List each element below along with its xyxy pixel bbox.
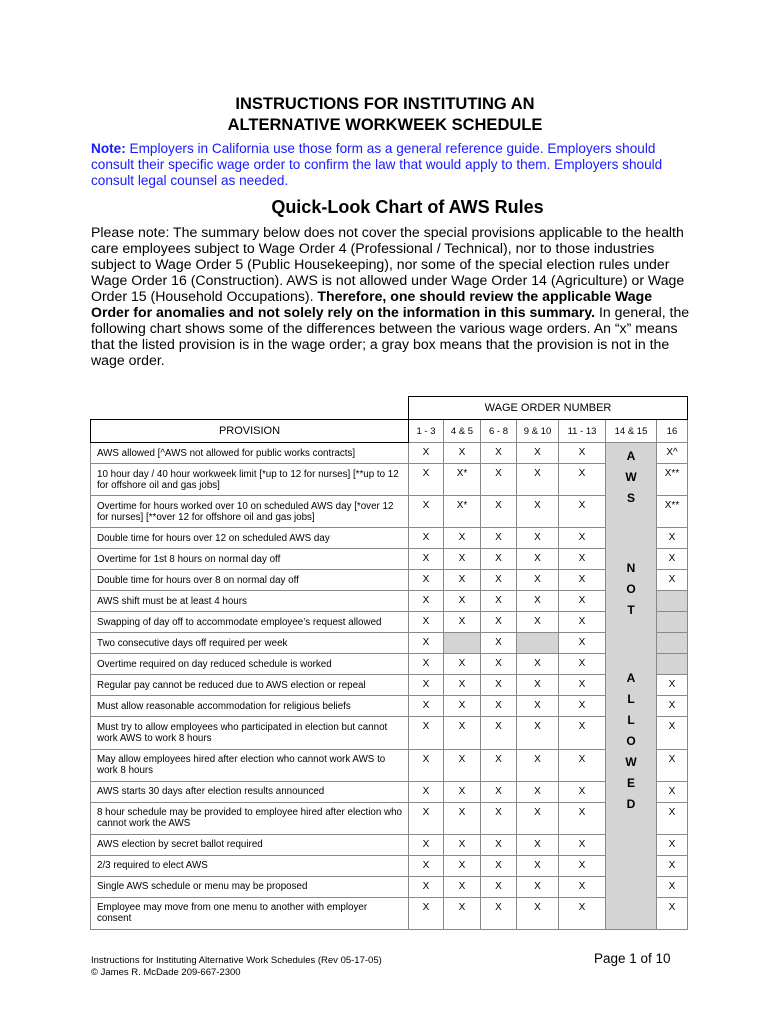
value-cell: X (657, 675, 688, 696)
value-cell: X (481, 570, 517, 591)
value-cell: X (517, 834, 559, 855)
provision-cell: 8 hour schedule may be provided to employee hired after election who cannot work the AWS (91, 802, 409, 834)
document-title-line2: ALTERNATIVE WORKWEEK SCHEDULE (227, 116, 543, 134)
table-row (91, 570, 688, 591)
value-cell (657, 633, 688, 654)
table-row (91, 633, 688, 654)
value-cell: X (409, 612, 444, 633)
value-cell: X (517, 570, 559, 591)
value-cell (444, 633, 481, 654)
table-row (91, 781, 688, 802)
value-cell: X (559, 464, 606, 496)
not-allowed-letter: W (625, 470, 637, 484)
value-cell: X (409, 549, 444, 570)
value-cell: X (481, 781, 517, 802)
value-cell: X (481, 749, 517, 781)
provision-cell: Overtime for hours worked over 10 on scheduled AWS day [*over 12 for nurses] [**over 12 for offshore oil and gas jobs] (91, 496, 409, 528)
table-row (91, 675, 688, 696)
provision-cell: AWS election by secret ballot required (91, 834, 409, 855)
value-cell: X (559, 654, 606, 675)
table-row (91, 591, 688, 612)
not-allowed-letter: W (625, 755, 637, 769)
not-allowed-letter: D (626, 797, 636, 811)
provision-cell: Two consecutive days off required per week (91, 633, 409, 654)
value-cell: X (481, 612, 517, 633)
value-cell: X^ (657, 443, 688, 464)
provision-header: PROVISION (91, 420, 409, 443)
value-cell: X (559, 591, 606, 612)
note-label: Note: (91, 141, 126, 156)
value-cell: X (481, 633, 517, 654)
value-cell: X (517, 897, 559, 929)
not-allowed-letter: O (626, 582, 636, 596)
table-row (91, 496, 688, 528)
value-cell: X (517, 549, 559, 570)
value-cell: X (409, 749, 444, 781)
provision-cell: Overtime for 1st 8 hours on normal day off (91, 549, 409, 570)
value-cell: X (517, 464, 559, 496)
not-allowed-letter: A (626, 449, 636, 463)
value-cell: X (481, 496, 517, 528)
value-cell: X (444, 834, 481, 855)
value-cell: X (657, 528, 688, 549)
value-cell: X (409, 570, 444, 591)
value-cell: X (517, 675, 559, 696)
value-cell: X (559, 696, 606, 717)
value-cell: X (444, 549, 481, 570)
value-cell: X (481, 591, 517, 612)
footer-copyright: © James R. McDade 209-667-2300 (91, 967, 241, 978)
not-allowed-letter: L (627, 692, 635, 706)
provision-cell: 10 hour day / 40 hour workweek limit [*up to 12 for nurses] [**up to 12 for offshore oil and gas jobs] (91, 464, 409, 496)
provision-cell: Regular pay cannot be reduced due to AWS election or repeal (91, 675, 409, 696)
provision-cell: Swapping of day off to accommodate employee’s request allowed (91, 612, 409, 633)
value-cell: X (517, 855, 559, 876)
value-cell: X (559, 781, 606, 802)
value-cell: X (481, 876, 517, 897)
value-cell: X (409, 443, 444, 464)
table-row (91, 528, 688, 549)
provision-cell: Double time for hours over 12 on scheduled AWS day (91, 528, 409, 549)
value-cell: X (444, 654, 481, 675)
value-cell: X (559, 549, 606, 570)
value-cell: X (409, 834, 444, 855)
value-cell: X (481, 654, 517, 675)
value-cell: X (657, 897, 688, 929)
value-cell: X (481, 696, 517, 717)
provision-cell: Overtime required on day reduced schedule is worked (91, 654, 409, 675)
intro-text-2: In general, the following chart shows some of the differences between the various wage orders. An “x” means that the listed provision is in the wage order; a gray box means that the provision is not in the wage order. (91, 304, 690, 368)
value-cell: X (444, 443, 481, 464)
value-cell: X (657, 781, 688, 802)
value-cell: X (481, 528, 517, 549)
value-cell: X (559, 717, 606, 749)
value-cell: X (517, 612, 559, 633)
value-cell: X (559, 897, 606, 929)
not-allowed-letter: N (626, 561, 636, 575)
value-cell: X (517, 781, 559, 802)
column-header: 11 - 13 (559, 420, 606, 443)
value-cell: X (559, 749, 606, 781)
value-cell: X (409, 464, 444, 496)
not-allowed-letter: A (626, 671, 636, 685)
value-cell: X (409, 528, 444, 549)
value-cell: X (409, 654, 444, 675)
value-cell: X (444, 528, 481, 549)
value-cell: X (559, 802, 606, 834)
value-cell: X (409, 855, 444, 876)
value-cell: X (444, 802, 481, 834)
value-cell: X (481, 802, 517, 834)
provision-cell: Double time for hours over 8 on normal day off (91, 570, 409, 591)
value-cell: X (481, 549, 517, 570)
value-cell: X (409, 781, 444, 802)
value-cell: X (444, 897, 481, 929)
column-header: 6 - 8 (481, 420, 517, 443)
value-cell: X (444, 855, 481, 876)
value-cell: X (481, 834, 517, 855)
value-cell: X (657, 749, 688, 781)
not-allowed-letter: L (627, 713, 635, 727)
value-cell: X (657, 570, 688, 591)
value-cell (657, 612, 688, 633)
not-allowed-letter: T (627, 603, 635, 617)
provision-cell: 2/3 required to elect AWS (91, 855, 409, 876)
table-row (91, 464, 688, 496)
value-cell: X* (444, 464, 481, 496)
not-allowed-letter: O (626, 734, 636, 748)
chart-subtitle: Quick-Look Chart of AWS Rules (271, 197, 544, 217)
value-cell: X (409, 496, 444, 528)
value-cell: X (409, 802, 444, 834)
value-cell: X (444, 570, 481, 591)
value-cell: X (409, 633, 444, 654)
value-cell: X (517, 443, 559, 464)
table-row (91, 834, 688, 855)
provision-cell: Must allow reasonable accommodation for religious beliefs (91, 696, 409, 717)
table-row (91, 876, 688, 897)
value-cell: X (559, 570, 606, 591)
value-cell: X (481, 897, 517, 929)
value-cell: X (517, 654, 559, 675)
table-row (91, 855, 688, 876)
value-cell: X (657, 855, 688, 876)
intro-paragraph (91, 224, 691, 368)
value-cell: X (409, 876, 444, 897)
provision-cell: May allow employees hired after election who cannot work AWS to work 8 hours (91, 749, 409, 781)
value-cell: X (444, 717, 481, 749)
value-cell: X (481, 464, 517, 496)
value-cell: X (409, 897, 444, 929)
column-header: 1 - 3 (409, 420, 444, 443)
value-cell: X (657, 876, 688, 897)
value-cell: X (559, 443, 606, 464)
table-row (91, 897, 688, 929)
table-row (91, 749, 688, 781)
value-cell: X (657, 802, 688, 834)
table-row (91, 654, 688, 675)
value-cell: X (657, 696, 688, 717)
column-header: 14 & 15 (606, 420, 657, 443)
footer-line1: Instructions for Instituting Alternative Work Schedules (Rev 05-17-05) (91, 955, 382, 966)
value-cell: X (517, 496, 559, 528)
value-cell: X* (444, 496, 481, 528)
provision-cell: Single AWS schedule or menu may be proposed (91, 876, 409, 897)
table-row (91, 717, 688, 749)
value-cell: X** (657, 496, 688, 528)
value-cell: X (559, 633, 606, 654)
value-cell: X (481, 443, 517, 464)
table-row (91, 802, 688, 834)
value-cell: X (559, 834, 606, 855)
page-number: Page 1 of 10 (594, 951, 671, 966)
intro-text-1: Please note: The summary below does not cover the special provisions applicable to the health care employees subject to Wage Order 4 (Professional / Technical), nor to those industries subject to Wage Order 5 (Public Housekeeping), nor some of the special election rules under Wage Order 16 (Construction). AWS is not allowed under Wage Order 14 (Agriculture) or Wage Order 15 (Household Occupations). (91, 224, 685, 304)
provision-cell: Employee may move from one menu to another with employer consent (91, 897, 409, 929)
value-cell: X (517, 876, 559, 897)
value-cell: X (481, 717, 517, 749)
document-title-line1: INSTRUCTIONS FOR INSTITUTING AN (235, 95, 535, 113)
value-cell: X (444, 781, 481, 802)
value-cell: X (517, 528, 559, 549)
value-cell (517, 633, 559, 654)
value-cell: X (409, 696, 444, 717)
provision-cell: Must try to allow employees who participated in election but cannot work AWS to work 8 hours (91, 717, 409, 749)
value-cell: X (409, 717, 444, 749)
value-cell: X (559, 496, 606, 528)
value-cell: X (657, 834, 688, 855)
not-allowed-letter: S (626, 491, 635, 505)
intro-bold-text: Therefore, one should review the applicable Wage Order for anomalies and not solely rely on the information in this summary. (91, 288, 653, 320)
value-cell: X (517, 749, 559, 781)
table-row (91, 612, 688, 633)
value-cell: X (559, 855, 606, 876)
value-cell: X** (657, 464, 688, 496)
note-paragraph (91, 141, 681, 189)
value-cell: X (559, 528, 606, 549)
value-cell: X (444, 612, 481, 633)
value-cell: X (559, 612, 606, 633)
provision-cell: AWS starts 30 days after election results announced (91, 781, 409, 802)
value-cell: X (481, 855, 517, 876)
aws-rules-table (90, 396, 688, 930)
value-cell: X (657, 717, 688, 749)
wage-order-number-header: WAGE ORDER NUMBER (409, 397, 688, 420)
column-header: 16 (657, 420, 688, 443)
column-header: 9 & 10 (517, 420, 559, 443)
value-cell: X (559, 675, 606, 696)
value-cell: X (657, 549, 688, 570)
value-cell: X (517, 696, 559, 717)
table-row (91, 443, 688, 464)
column-header: 4 & 5 (444, 420, 481, 443)
value-cell: X (517, 717, 559, 749)
provision-cell: AWS shift must be at least 4 hours (91, 591, 409, 612)
value-cell: X (444, 675, 481, 696)
table-row (91, 549, 688, 570)
table-row (91, 696, 688, 717)
value-cell (657, 654, 688, 675)
value-cell: X (409, 591, 444, 612)
provision-cell: AWS allowed [^AWS not allowed for public works contracts] (91, 443, 409, 464)
value-cell: X (559, 876, 606, 897)
note-text: Employers in California use those form as a general reference guide. Employers should consult their specific wage order to confirm the law that would apply to them. Employers should consult legal counsel as needed. (91, 141, 663, 188)
value-cell: X (444, 591, 481, 612)
value-cell (657, 591, 688, 612)
value-cell: X (444, 876, 481, 897)
value-cell: X (409, 675, 444, 696)
not-allowed-letter: E (626, 776, 635, 790)
value-cell: X (481, 675, 517, 696)
value-cell: X (444, 749, 481, 781)
footer-info (91, 955, 382, 979)
value-cell: X (517, 802, 559, 834)
value-cell: X (517, 591, 559, 612)
aws-not-allowed-column (606, 443, 657, 930)
value-cell: X (444, 696, 481, 717)
